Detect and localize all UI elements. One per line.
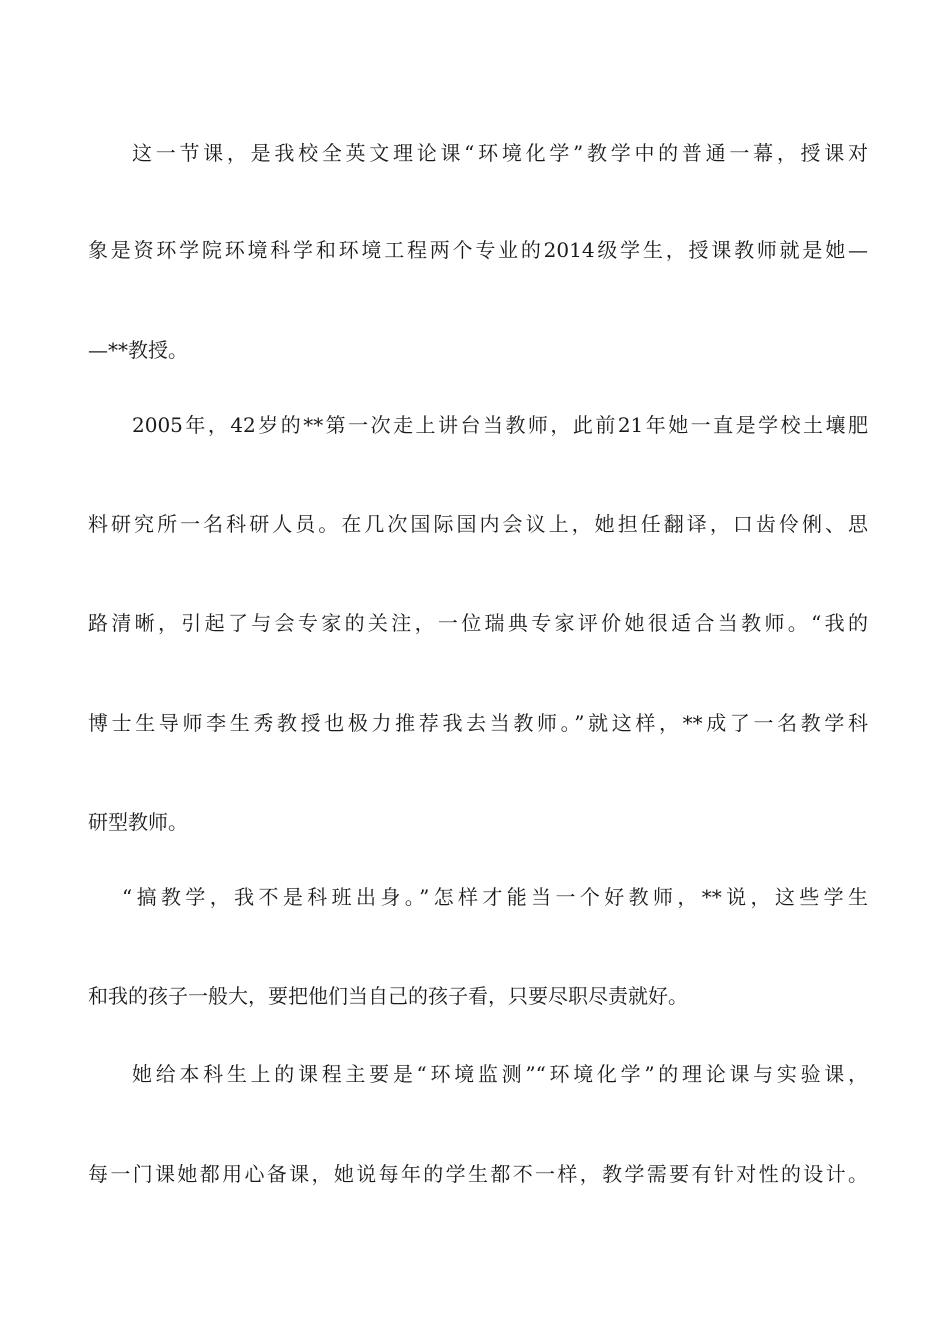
- paragraph-3-line-1: “搞教学，我不是科班出身。”怎样才能当一个好教师，**说，这些学生: [122, 885, 868, 909]
- paragraph-4-line-1: 她给本科生上的课程主要是“环境监测”“环境化学”的理论课与实验课，: [132, 1062, 868, 1086]
- paragraph-2-line-5: 研型教师。: [88, 810, 188, 834]
- paragraph-1-line-2: 象是资环学院环境科学和环境工程两个专业的2014级学生，授课教师就是她—: [88, 238, 868, 262]
- paragraph-1-line-3: —**教授。: [88, 338, 188, 362]
- paragraph-2-line-3: 路清晰，引起了与会专家的关注，一位瑞典专家评价她很适合当教师。“我的: [88, 611, 868, 635]
- paragraph-2-line-1: 2005年，42岁的**第一次走上讲台当教师，此前21年她一直是学校土壤肥: [132, 413, 868, 437]
- paragraph-1-line-1: 这一节课，是我校全英文理论课“环境化学”教学中的普通一幕，授课对: [132, 141, 868, 165]
- paragraph-3-line-2: 和我的孩子一般大，要把他们当自己的孩子看，只要尽职尽责就好。: [88, 984, 688, 1008]
- paragraph-2-line-4: 博士生导师李生秀教授也极力推荐我去当教师。”就这样，**成了一名教学科: [88, 711, 868, 735]
- paragraph-4-line-2: 每一门课她都用心备课，她说每年的学生都不一样，教学需要有针对性的设计。: [88, 1162, 868, 1186]
- paragraph-2-line-2: 料研究所一名科研人员。在几次国际国内会议上，她担任翻译，口齿伶俐、思: [88, 512, 868, 536]
